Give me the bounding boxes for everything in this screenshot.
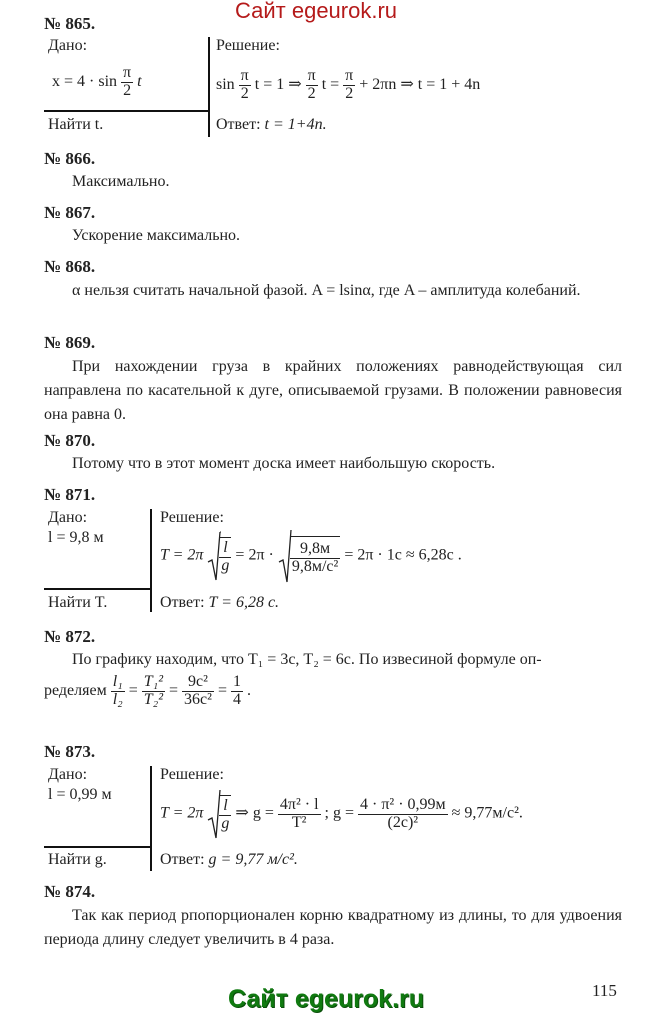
answer-line1-872: По графику находим, что T₁ = 3с, T₂ = 6с. По извесиной формуле оп- <box>72 651 542 668</box>
find-label-865: Найти t. <box>48 116 104 133</box>
given-divider-873 <box>44 846 152 848</box>
problem-number-871: № 871. <box>44 485 96 504</box>
problem-number-872: № 872. <box>44 627 96 646</box>
given-vertical-871 <box>150 509 152 612</box>
problem-number-873: № 873. <box>44 742 96 761</box>
solution-formula-865: sin $\frac{\pi}{2}$ t = 1 ⇒ $\frac{\pi}{2}$ t = $\frac{\pi}{2}$ + 2πn ⇒ t = 1 + 4n <box>216 67 481 102</box>
given-value-871: l = 9,8 м <box>48 529 104 546</box>
problem-number-870: № 870. <box>44 431 96 450</box>
answer-873: Ответ: g = 9,77 м/с². <box>160 851 298 868</box>
problem-number-865: № 865. <box>44 14 96 33</box>
problem-number-869: № 869. <box>44 333 96 352</box>
problem-number-874: № 874. <box>44 882 96 901</box>
given-value-873: l = 0,99 м <box>48 786 112 803</box>
solution-formula-871: T = 2π $\frac{l}{g}$ = 2π · 9,8м 9,8м/с² = 2π · 1с ≈ 6,28с . <box>160 528 462 584</box>
answer-text-869: При нахождении груза в крайних положениях равнодействующая сил направлена по касательной к дуге, описываемой грузами. В положении равновесия она равна 0. <box>44 358 622 423</box>
given-divider-871 <box>44 588 152 590</box>
answer-text-866: Максимально. <box>72 173 170 190</box>
solution-label-865: Решение: <box>216 37 280 54</box>
given-divider-865 <box>44 110 210 112</box>
given-formula-865: x = 4 · sin $\frac{\pi}{2}$ t <box>52 64 142 99</box>
find-label-871: Найти T. <box>48 594 108 611</box>
given-label-865: Дано: <box>48 37 88 54</box>
site-watermark-top: Сайт egeurok.ru <box>235 0 398 23</box>
given-label-871: Дано: <box>48 509 88 526</box>
solution-formula-873: T = 2π $\frac{l}{g}$ ⇒ g = $\frac{\text{4π² · l}}{\text{T²}}$ ; g = 4 · π² · 0,99м (2с)² ≈ 9,77м/с². <box>160 788 523 840</box>
answer-text-870: Потому что в этот момент доска имеет наибольшую скорость. <box>72 455 496 472</box>
problem-number-867: № 867. <box>44 203 96 222</box>
site-watermark-bottom: Сайт egeurok.ru <box>228 985 425 1013</box>
problem-number-868: № 868. <box>44 257 96 276</box>
answer-text-868: α нельзя считать начальной фазой. A = lsinα, где A – амплитуда колебаний. <box>72 282 581 299</box>
answer-formula-872: ределяем $\frac{\text{l₁}}{\text{l₂}}$ = $\frac{\text{T₁²}}{\text{T₂²}}$ = 9с² 36с² = $\frac{1}{4}$ . <box>44 673 251 708</box>
solution-label-871: Решение: <box>160 509 224 526</box>
answer-865: Ответ: t = 1+4n. <box>216 116 327 133</box>
given-vertical-865 <box>208 37 210 137</box>
problem-number-866: № 866. <box>44 149 96 168</box>
solution-label-873: Решение: <box>160 766 224 783</box>
given-label-873: Дано: <box>48 766 88 783</box>
answer-text-867: Ускорение максимально. <box>72 227 241 244</box>
find-label-873: Найти g. <box>48 851 107 868</box>
answer-871: Ответ: T = 6,28 с. <box>160 594 280 611</box>
answer-text-874: Так как период рпопорционален корню квадратному из длины, то для удвоения периода длину следует увеличить в 4 раза. <box>44 907 622 948</box>
page-number: 115 <box>592 981 617 1000</box>
given-vertical-873 <box>150 766 152 871</box>
